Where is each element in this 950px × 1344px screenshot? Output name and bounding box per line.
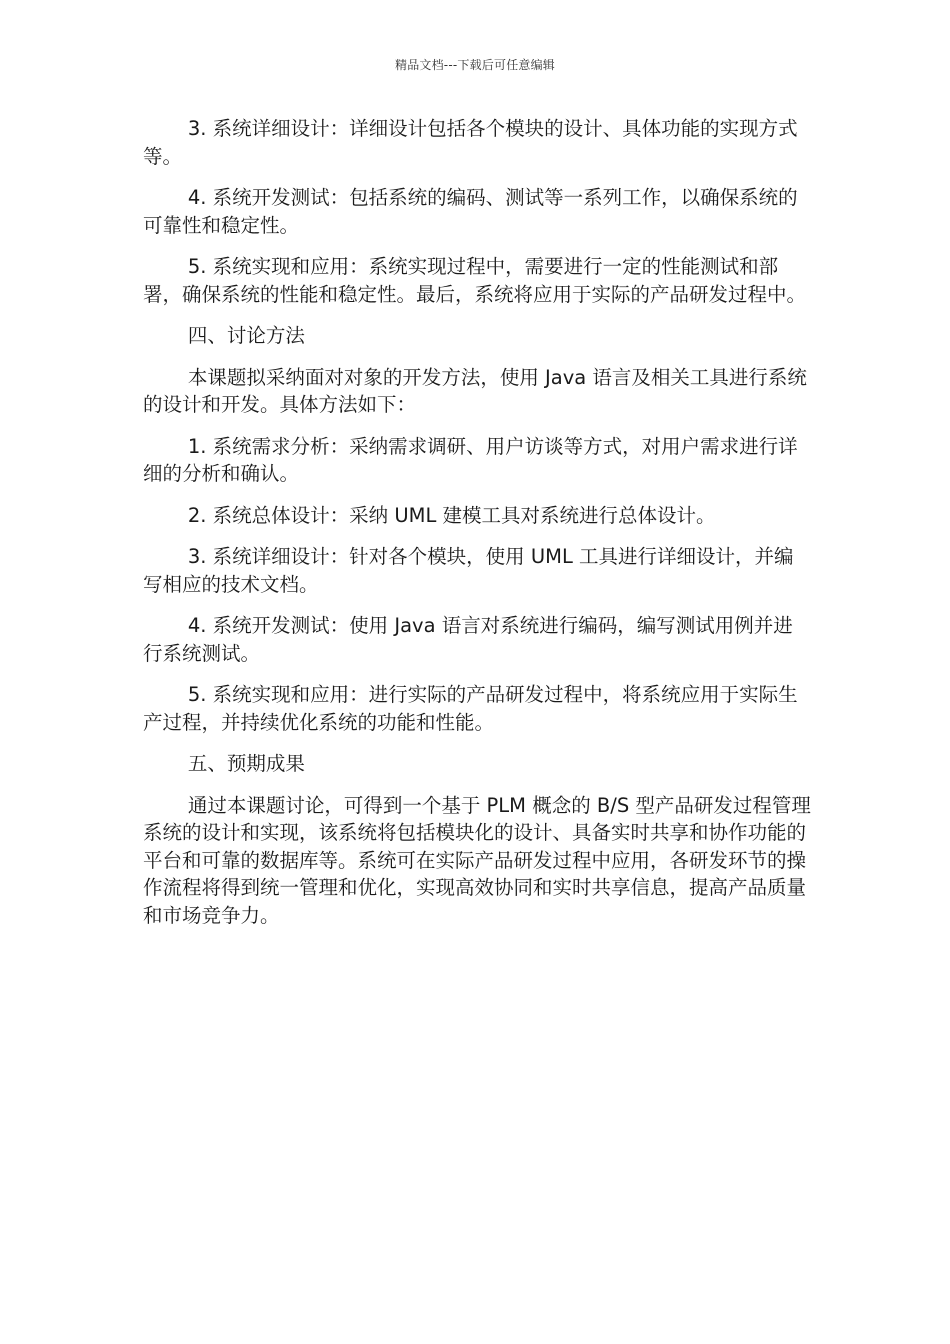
document-body	[143, 115, 811, 943]
paragraph-dev-testing: 4. 系统开发测试：包括系统的编码、测试等一系列工作，以确保系统的可靠性和稳定性。	[143, 186, 798, 237]
page-header-note: 精品文档---下载后可任意编辑	[395, 58, 555, 72]
paragraph-method-requirements: 1. 系统需求分析：采纳需求调研、用户访谈等方式，对用户需求进行详细的分析和确认。	[143, 434, 798, 485]
paragraph-implementation: 5. 系统实现和应用：系统实现过程中，需要进行一定的性能测试和部署，确保系统的性能和稳定性。最后，系统将应用于实际的产品研发过程中。	[143, 255, 807, 306]
paragraph-expected-results: 通过本课题讨论，可得到一个基于 PLM 概念的 B/S 型产品研发过程管理系统的设计和实现，该系统将包括模块化的设计、具备实时共享和协作功能的平台和可靠的数据库等。系统可在实际产品研发过程中应用，各研发环节的操作流程将得到统一管理和优化，实现高效协同和实时共享信息，提高产品质量和市场竞争力。	[143, 793, 811, 927]
section-heading-methods: 四、讨论方法	[187, 324, 305, 347]
paragraph-method-dev-testing: 4. 系统开发测试：使用 Java 语言对系统进行编码，编写测试用例并进行系统测试。	[143, 614, 793, 665]
paragraph-methods-intro: 本课题拟采纳面对对象的开发方法，使用 Java 语言及相关工具进行系统的设计和开发。具体方法如下：	[143, 365, 807, 416]
paragraph-method-detailed-design: 3. 系统详细设计：针对各个模块，使用 UML 工具进行详细设计，并编写相应的技术文档。	[143, 545, 794, 596]
paragraph-detailed-design: 3. 系统详细设计：详细设计包括各个模块的设计、具体功能的实现方式等。	[143, 117, 798, 168]
paragraph-method-overall-design: 2. 系统总体设计：采纳 UML 建模工具对系统进行总体设计。	[187, 503, 716, 527]
section-heading-expected-results: 五、预期成果	[187, 752, 305, 775]
paragraph-method-implementation: 5. 系统实现和应用：进行实际的产品研发过程中，将系统应用于实际生产过程，并持续优化系统的功能和性能。	[143, 683, 798, 734]
